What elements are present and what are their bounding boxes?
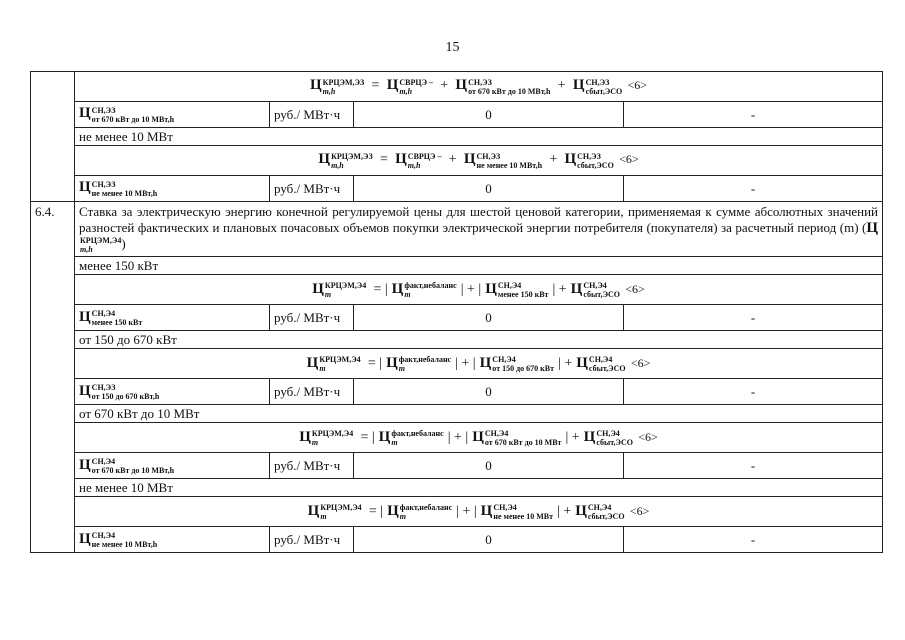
unit-cell: руб./ МВт·ч	[270, 305, 354, 331]
value-row	[31, 176, 883, 202]
value-cell-2: -	[624, 453, 883, 479]
formula-row	[31, 146, 883, 176]
tariff-table	[30, 71, 883, 553]
unit-cell: руб./ МВт·ч	[270, 527, 354, 553]
page-number: 15	[445, 40, 460, 55]
formula-row	[31, 72, 883, 102]
formula-cell: Ц КРЦЭМ,ЭЗ m,h = Ц СВРЦЭ – m,h + Ц СН,ЭЗ не менее 10 МВт,h + Ц СН,ЭЗ сбыт,ЭСО <6>	[75, 146, 883, 176]
range-label-row	[31, 128, 883, 146]
formula-cell: Ц КРЦЭМ,Э4 m = | Ц факт,небаланс m | + | Ц СН,Э4 менее 150 кВт | + Ц СН,Э4 сбыт,ЭСО <6>	[75, 275, 883, 305]
formula-row	[31, 275, 883, 305]
value-cell-2: -	[624, 527, 883, 553]
range-label: от 670 кВт до 10 МВт	[75, 405, 883, 423]
formula-row	[31, 497, 883, 527]
unit-cell: руб./ МВт·ч	[270, 102, 354, 128]
symbol-cell: Ц СН,Э4 не менее 10 МВт,h	[75, 527, 270, 553]
formula-row	[31, 423, 883, 453]
symbol-cell: Ц СН,ЭЗ не менее 10 МВт,h	[75, 176, 270, 202]
value-row	[31, 379, 883, 405]
range-label-row	[31, 331, 883, 349]
value-cell-1: 0	[354, 379, 624, 405]
symbol-cell: Ц СН,ЭЗ от 670 кВт до 10 МВт,h	[75, 102, 270, 128]
value-cell-1: 0	[354, 527, 624, 553]
formula-row	[31, 349, 883, 379]
formula-cell: Ц КРЦЭМ,Э4 m = | Ц факт,небаланс m | + | Ц СН,Э4 от 670 кВт до 10 МВт | + Ц СН,Э4 сбыт,ЭСО <6>	[75, 423, 883, 453]
value-cell-1: 0	[354, 176, 624, 202]
range-label-row	[31, 405, 883, 423]
range-label: от 150 до 670 кВт	[75, 331, 883, 349]
symbol-cell: Ц СН,Э4 от 670 кВт до 10 МВт,h	[75, 453, 270, 479]
value-cell-1: 0	[354, 305, 624, 331]
value-row	[31, 102, 883, 128]
formula-cell: Ц КРЦЭМ,ЭЗ m,h = Ц СВРЦЭ – m,h + Ц СН,ЭЗ от 670 кВт до 10 МВт,h + Ц СН,ЭЗ сбыт,ЭСО <6>	[75, 72, 883, 102]
item-description-row	[31, 202, 883, 257]
range-label: менее 150 кВт	[75, 257, 883, 275]
value-cell-1: 0	[354, 453, 624, 479]
value-row	[31, 453, 883, 479]
formula-cell: Ц КРЦЭМ,Э4 m = | Ц факт,небаланс m | + | Ц СН,Э4 не менее 10 МВт | + Ц СН,Э4 сбыт,ЭСО <6>	[75, 497, 883, 527]
unit-cell: руб./ МВт·ч	[270, 176, 354, 202]
range-label-row	[31, 257, 883, 275]
value-row	[31, 527, 883, 553]
symbol-cell: Ц СН,ЭЗ от 150 до 670 кВт,h	[75, 379, 270, 405]
value-cell-2: -	[624, 102, 883, 128]
item-number: 6.4.	[31, 202, 75, 553]
value-cell-2: -	[624, 379, 883, 405]
unit-cell: руб./ МВт·ч	[270, 453, 354, 479]
value-cell-1: 0	[354, 102, 624, 128]
number-cell-empty	[31, 72, 75, 202]
range-label: не менее 10 МВт	[75, 128, 883, 146]
unit-cell: руб./ МВт·ч	[270, 379, 354, 405]
item-description: Ставка за электрическую энергию конечной регулируемой цены для шестой ценовой категории, применяемая к сумме абсолютных значений разностей фактических и плановых почасовых объемов покупки электрической энергии потребителя (покупателя) за расчетный период (m) (Ц КРЦЭМ,Э4 m,h )	[75, 202, 883, 257]
value-cell-2: -	[624, 176, 883, 202]
formula-cell: Ц КРЦЭМ,Э4 m = | Ц факт,небаланс m | + | Ц СН,Э4 от 150 до 670 кВт | + Ц СН,Э4 сбыт,ЭСО <6>	[75, 349, 883, 379]
symbol-cell: Ц СН,Э4 менее 150 кВт	[75, 305, 270, 331]
range-label: не менее 10 МВт	[75, 479, 883, 497]
value-cell-2: -	[624, 305, 883, 331]
value-row	[31, 305, 883, 331]
range-label-row	[31, 479, 883, 497]
